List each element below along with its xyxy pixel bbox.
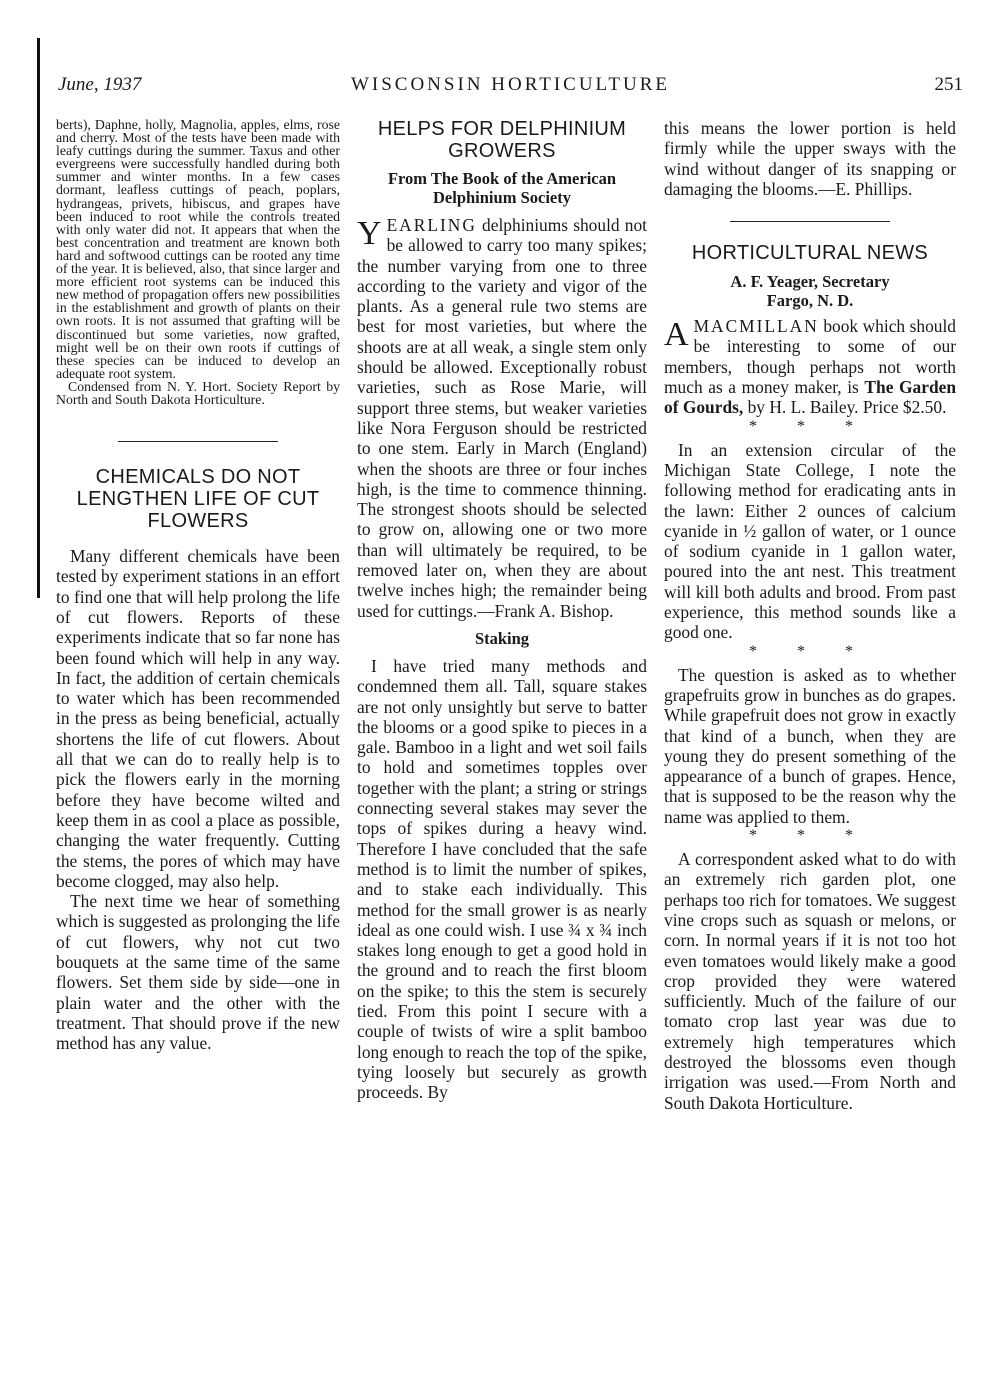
drop-cap: Y bbox=[357, 215, 382, 252]
continued-article-text: this means the lower portion is held firmly while the upper sways with the wind without danger of its snapping or damaging the blooms.—E. Phillips. bbox=[664, 118, 956, 199]
article-paragraph bbox=[357, 215, 647, 621]
article-paragraph: The next time we hear of something which is suggested as prolonging the life of cut flowers, why not cut two bouquets at the same time of the same flowers. Set them side by side—one in plain water and the other with the treatment. That should prove if the new method has any value. bbox=[56, 891, 340, 1054]
lead-caps: EARLING bbox=[386, 215, 477, 235]
column-left bbox=[56, 118, 340, 1053]
article-paragraph: Many different chemicals have been tested by experiment stations in an effort to find one that will help prolong the life of cut flowers. Reports of these experiments indicate that so far none has been found which will help in any way. In fact, the addition of certain chemicals to water which has been recommended in the press as being beneficial, actually shortens the life of cut flowers. About all that we can do to really help is to pick the flowers early in the morning before they have become wilted and keep them in as cool a place as possible, changing the water frequently. Cutting the stems, the pores of which may have become clogged, may also help. bbox=[56, 546, 340, 891]
drop-cap: A bbox=[664, 316, 689, 354]
paragraph-text: by H. L. Bailey. Price $2.50. bbox=[743, 397, 947, 418]
article-byline: From The Book of the American Delphinium Society bbox=[387, 169, 617, 207]
book-title: The Garden of Gourds, bbox=[664, 377, 957, 418]
article-paragraph: I have tried many methods and condemned them all. Tall, square stakes are not only unsightly but serve to batter the blooms or a good spike to pieces in a gale. Bamboo in a light and wet soil fails to hold and sometimes topples over together with the plant; a string or strings connecting several stakes may sever the tops of spikes during a heavy wind. Therefore I have concluded that the safe method is to limit the number of spikes, and to stake each individually. This method for the small grower is as nearly ideal as one could wish. I use ¾ x ¾ inch stakes long enough to get a good hold in the ground and to reach the first bloom on the spike; to this the stem is securely tied. From this point I secure with a couple of twists of wire a split bamboo long enough to reach the top of the spike, tying loosely but securely as growth proceeds. By bbox=[357, 655, 647, 1103]
article-title-news: HORTICULTURAL NEWS bbox=[691, 242, 929, 265]
continued-article-text: berts), Daphne, holly, Magnolia, apples, elms, rose and cherry. Most of the tests have been made with leafy cuttings during the summer. Taxus and other evergreens were successfully handled during both summer and winter months. In a few cases dormant, leafless cuttings of peach, poplars, hydrangeas, privets, hibiscus, and grapes have been induced to root while the controls treated with only water did not. It appears that when the best concentration and treatment are known both hard and softwood cuttings can be rooted any time of the year. It is believed, also, that since larger and more efficient root systems can be induced this new method of propagation offers new possibilities in the establishment and growth of plants on their own roots. It is not assumed that grafting will be discontinued but some varieties, now grafted, might well be on their own roots if cuttings of these species can be induced to develop an adequate root system. bbox=[56, 117, 340, 381]
article-paragraph bbox=[664, 316, 956, 417]
byline-name: A. F. Yeager, Secretary bbox=[730, 272, 890, 292]
article-paragraph: In an extension circular of the Michigan State College, I note the following method for eradicating ants in the lawn: Either 2 ounces of calcium cyanide in ½ gallon of water, or 1 ounce of sodium cyanide in 1 gallon water, poured into the ant nest. This treatment will kill both adults and brood. From past experience, this method sounds like a good one. bbox=[664, 439, 956, 643]
page-number: 251 bbox=[934, 74, 963, 95]
paragraph-text: delphiniums should not be allowed to carry too many spikes; the number varying from one to three according to the variety and vigor of the plants. As a general rule two stems are best for most varieties, but where the shoots are at all weak, a single stem only should be allowed. Exceptionally robust varieties, such as Rose Marie, will support three stems, but weaker varieties like Nora Ferguson should be restricted to one stem. Early in March (England) when the shoots are three or four inches high, is the time to commence thinning. The strongest shoots should be selected to grow on, allowing one or two more than will ultimately be required, to be removed later on, when they are about twelve inches high; the remainder being used for cuttings.—Frank A. Bishop. bbox=[357, 215, 647, 621]
lead-caps: MACMILLAN bbox=[693, 316, 819, 337]
source-note: Condensed from N. Y. Hort. Society Report by North and South Dakota Horticulture. bbox=[56, 378, 340, 407]
page-edge-bar bbox=[37, 38, 40, 598]
article-paragraph: A correspondent asked what to do with an extremely rich garden plot, one perhaps too rich for tomatoes. We suggest vine crops such as squash or melons, or corn. In normal years if it is not too hot even tomatoes would likely make a good crop provided they were watered sufficiently. Much of the failure of our tomato crop last year was due to extremely high temperatures which destroyed the blossoms even though irrigation was used.—From North and South Dakota Horticulture. bbox=[664, 849, 956, 1113]
article-paragraph: The question is asked as to whether grapefruits grow in bunches as do grapes. While grapefruit does not grow in exactly that kind of a bunch, when they are young they do present something of the appearance of a bunch of grapes. Hence, that is supposed to be the reason why the name was applied to them. bbox=[664, 664, 956, 827]
running-header bbox=[58, 74, 963, 104]
subheading-staking: Staking bbox=[474, 628, 530, 648]
column-right bbox=[664, 118, 956, 1113]
separator-stars: * * * bbox=[749, 827, 871, 845]
issue-date: June, 1937 bbox=[58, 74, 142, 95]
article-title-delphinium: HELPS FOR DELPHINIUM GROWERS bbox=[377, 118, 627, 162]
paragraph-text: book which should be interesting to some of our members, though perhaps not worth much as a money maker, is bbox=[664, 316, 956, 398]
column-middle bbox=[357, 118, 647, 1102]
magazine-title: WISCONSIN HORTICULTURE bbox=[350, 74, 671, 95]
article-title-chemicals: CHEMICALS DO NOT LENGTHEN LIFE OF CUT FLOWERS bbox=[76, 466, 320, 533]
byline-place: Fargo, N. D. bbox=[766, 291, 854, 311]
separator-stars: * * * bbox=[749, 417, 871, 435]
separator-stars: * * * bbox=[749, 642, 871, 660]
